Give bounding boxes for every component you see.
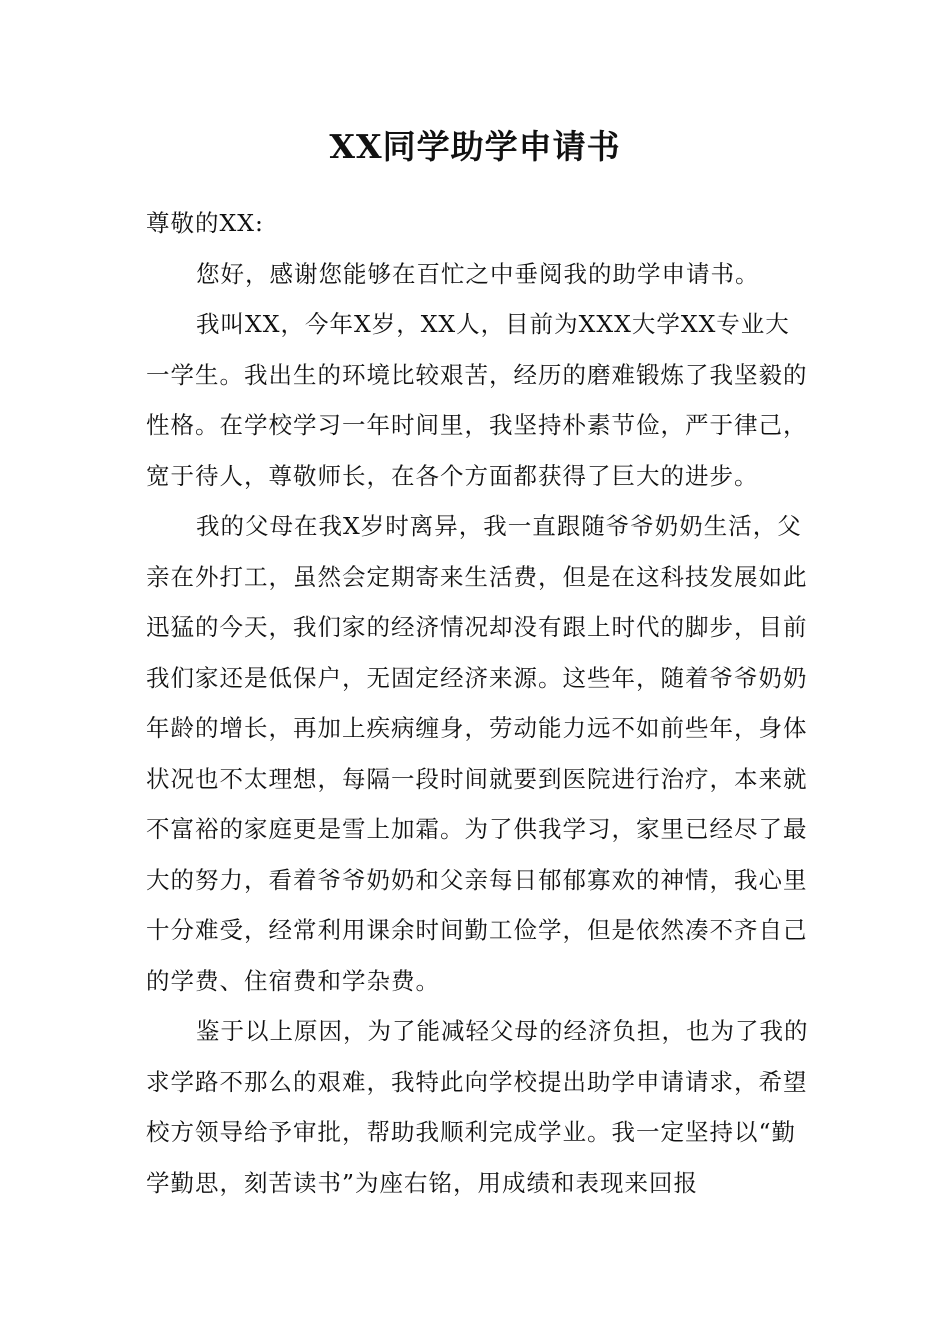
salutation: 尊敬的XX: [146, 209, 264, 237]
document-body [146, 198, 814, 1208]
paragraph-request: 鉴于以上原因，为了能减轻父母的经济负担，也为了我的求学路不那么的艰难，我特此向学校提出助学申请请求，希望校方领导给予审批，帮助我顺利完成学业。我一定坚持以“勤学勤思，刻苦读书”为座右铭，用成绩和表现来回报 [146, 1017, 809, 1197]
document-title: XX同学助学申请书 [329, 127, 621, 166]
paragraph-greeting: 您好，感谢您能够在百忙之中垂阅我的助学申请书。 [196, 259, 760, 288]
paragraph-introduction: 我叫XX，今年X岁，XX人，目前为XXX大学XX专业大一学生。我出生的环境比较艰苦，经历的磨难锻炼了我坚毅的性格。在学校学习一年时间里，我坚持朴素节俭，严于律己，宽于待人，尊敬师长，在各个方面都获得了巨大的进步。 [146, 310, 808, 490]
paragraph-family-situation: 我的父母在我X岁时离异，我一直跟随爷爷奶奶生活，父亲在外打工，虽然会定期寄来生活费，但是在这科技发展如此迅猛的今天，我们家的经济情况却没有跟上时代的脚步，目前我们家还是低保户，无固定经济来源。这些年，随着爷爷奶奶年龄的增长，再加上疾病缠身，劳动能力远不如前些年，身体状况也不太理想，每隔一段时间就要到医院进行治疗，本来就不富裕的家庭更是雪上加霜。为了供我学习，家里已经尽了最大的努力，看着爷爷奶奶和父亲每日郁郁寡欢的神情，我心里十分难受，经常利用课余时间勤工俭学，但是依然凑不齐自己的学费、住宿费和学杂费。 [146, 512, 808, 995]
